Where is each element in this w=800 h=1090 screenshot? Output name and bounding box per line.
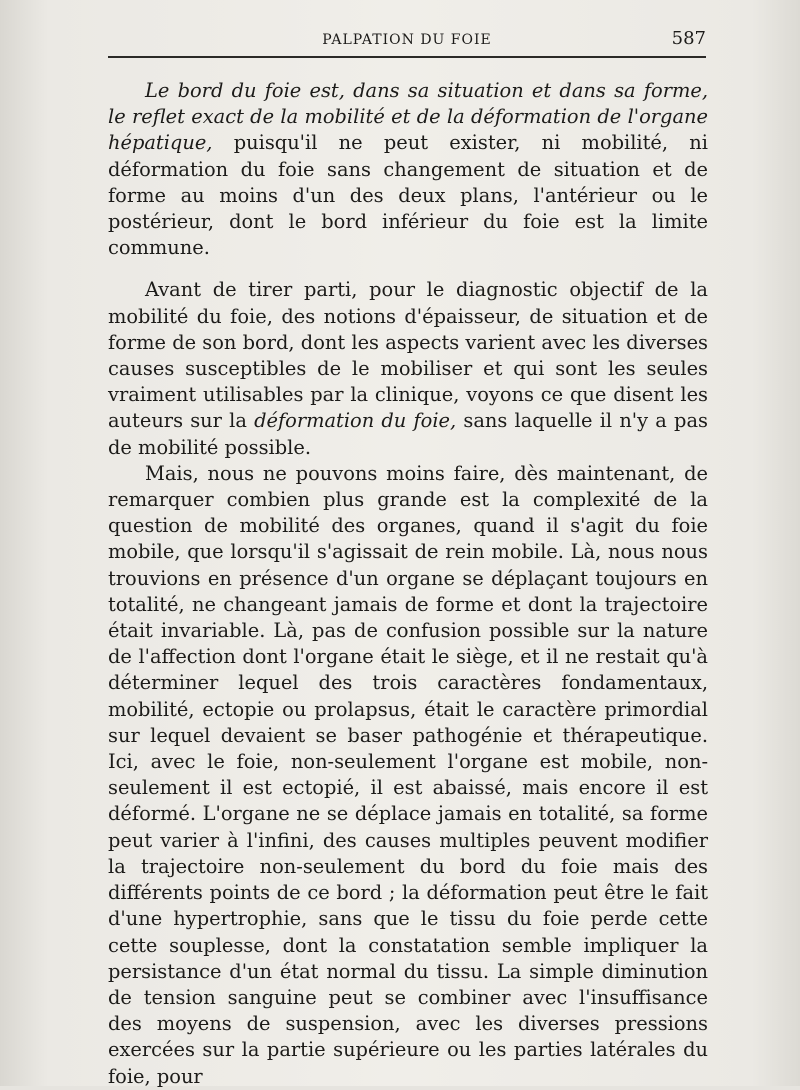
page-header <box>108 26 706 58</box>
paragraph-1 <box>108 78 708 261</box>
paragraph-1-italic: Le bord du foie est, dans sa situation et dans sa forme, le reflet exact de la mobilité et de la déformation de l'organe hépatique, <box>108 79 708 155</box>
paragraph-2-italic: déformation du foie, <box>254 409 457 433</box>
paragraph-2-text-before: Avant de tirer parti, pour le diagnostic objectif de la mobilité du foie, des notions d'épaisseur, de situation et de forme de son bord, dont les aspects varient avec les diverses causes susceptibles de le mobiliser et qui sont les seules vraiment utilisables par la clinique, voyons ce que disent les auteurs sur la <box>108 278 708 433</box>
running-title: PALPATION DU FOIE <box>322 32 492 48</box>
page-number: 587 <box>671 28 706 49</box>
page-body <box>108 78 708 1090</box>
paragraph-1-text: puisqu'il ne peut exister, ni mobilité, ni déformation du foie sans changement de situation et de forme au moins d'un des deux plans, l'antérieur ou le postérieur, dont le bord inférieur du foie est la limite commune. <box>108 131 708 260</box>
paragraph-2 <box>108 277 708 460</box>
paragraph-2-text-after: sans laquelle il n'y a pas de mobilité possible. <box>108 409 708 459</box>
paragraph-3-text: Mais, nous ne pouvons moins faire, dès maintenant, de remarquer combien plus grande est la complexité de la question de mobilité des organes, quand il s'agit du foie mobile, que lorsqu'il s'agissait de rein mobile. Là, nous nous trouvions en présence d'un organe se déplaçant toujours en totalité, ne changeant jamais de forme et dont la trajectoire était invariable. Là, pas de confusion possible sur la nature de l'affection dont l'organe était le siège, et il ne restait qu'à déterminer lequel des trois caractères fondamentaux, mobilité, ectopie ou prolapsus, était le caractère primordial sur lequel devaient se baser pathogénie et thérapeutique. Ici, avec le foie, non-seulement l'organe est mobile, non-seulement il est ectopié, il est abaissé, mais encore il est déformé. L'organe ne se déplace jamais en totalité, sa forme peut varier à l'infini, des causes multiples peuvent modifier la trajectoire non-seulement du bord du foie mais des différents points de ce bord ; la déformation peut être le fait d'une hypertrophie, sans que le tissu du foie perde cette cette souplesse, dont la constatation semble impliquer la persistance d'un état normal du tissu. La simple diminution de tension sanguine peut se combiner avec l'insuffisance des moyens de suspension, avec les diverses pressions exercées sur la partie supérieure ou les parties latérales du foie, pour <box>108 461 708 1088</box>
paragraph-3 <box>108 461 708 1090</box>
